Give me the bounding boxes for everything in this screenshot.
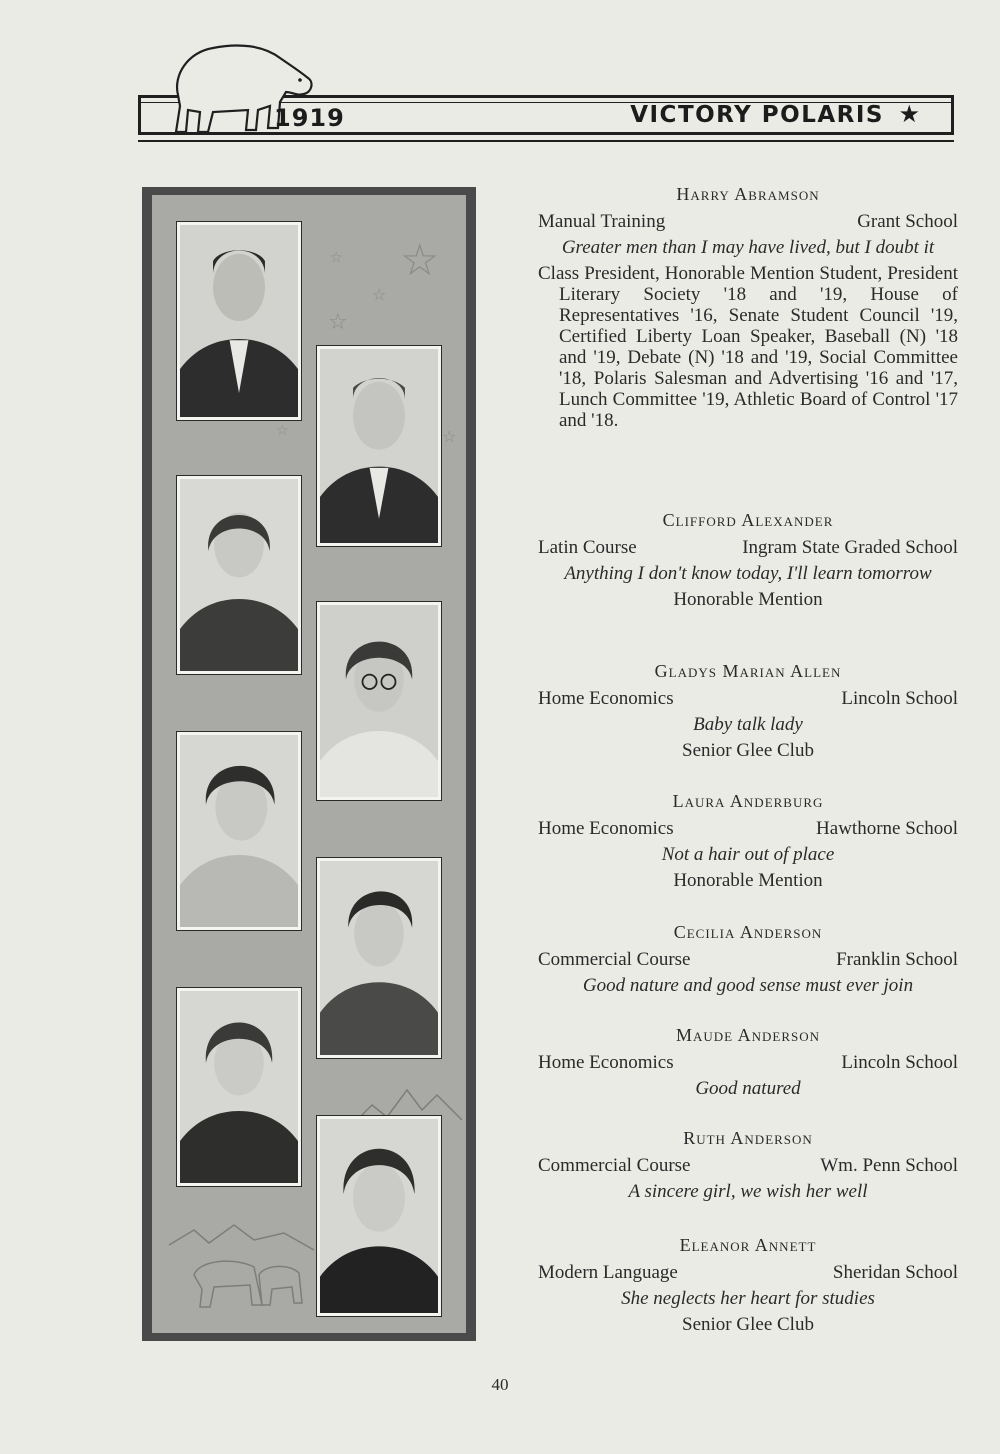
portrait-photo [316, 1115, 442, 1317]
course-school-row [538, 1262, 958, 1283]
school: Grant School [857, 211, 958, 232]
portrait-photo [316, 601, 442, 801]
student-entry [538, 791, 958, 891]
course: Home Economics [538, 818, 674, 839]
honors: Honorable Mention [673, 870, 823, 891]
course-school-row [538, 537, 958, 558]
quote: Good natured [695, 1078, 801, 1099]
quote: Not a hair out of place [661, 844, 835, 865]
course-school-row [538, 818, 958, 839]
quote: She neglects her heart for studies [621, 1288, 875, 1309]
quote: Good nature and good sense must ever join [582, 975, 914, 996]
quote: A sincere girl, we wish her well [628, 1181, 868, 1202]
star-icon: ☆ [442, 427, 457, 446]
school: Hawthorne School [816, 818, 958, 839]
honors: Honorable Mention [673, 589, 823, 610]
school: Lincoln School [841, 688, 958, 709]
student-entry [538, 1128, 958, 1207]
header-rule [138, 140, 954, 142]
course-school-row [538, 1155, 958, 1176]
course: Manual Training [538, 211, 666, 232]
page-number: 40 [491, 1375, 509, 1394]
student-name: Gladys Marian Allen [654, 661, 842, 681]
portrait-photo [176, 987, 302, 1187]
star-icon: ★ [898, 100, 920, 128]
course: Commercial Course [538, 949, 691, 970]
student-name: Cecilia Anderson [673, 922, 823, 942]
bear-sketch-icon [164, 1205, 324, 1325]
portrait-photo [176, 731, 302, 931]
student-name: Eleanor Annett [679, 1235, 817, 1255]
quote: Anything I don't know today, I'll learn tomorrow [564, 563, 932, 584]
student-name: Maude Anderson [675, 1025, 820, 1045]
course-school-row [538, 211, 958, 232]
school: Franklin School [836, 949, 958, 970]
portrait-photo [176, 475, 302, 675]
page-header [138, 40, 954, 150]
honors: Senior Glee Club [682, 1314, 814, 1335]
student-entry [538, 922, 958, 1001]
header-year: 1919 [274, 104, 345, 132]
portrait-photo [316, 345, 442, 547]
star-icon: ☆ [372, 285, 387, 304]
course-school-row [538, 1052, 958, 1073]
school: Lincoln School [841, 1052, 958, 1073]
student-entry [538, 184, 958, 431]
course: Modern Language [538, 1262, 678, 1283]
course: Home Economics [538, 1052, 674, 1073]
school: Wm. Penn School [820, 1155, 958, 1176]
school: Ingram State Graded School [742, 537, 958, 558]
course-school-row [538, 688, 958, 709]
star-icon: ☆ [330, 250, 343, 266]
quote: Baby talk lady [693, 714, 803, 735]
portrait-photo [176, 221, 302, 421]
star-icon: ☆ [328, 310, 348, 335]
honors: Class President, Honorable Mention Student, President Literary Society '18 and '19, House of Representatives '16, Senate Student Council '19, Certified Liberty Loan Speaker, Baseball (N) '18 and '19, Debate (N) '18 and '19, Social Committee '18, Polaris Salesman and Advertising '16 and '17, Lunch Committee '19, Athletic Board of Control '17 and '18. [538, 263, 958, 431]
course: Home Economics [538, 688, 674, 709]
quote: Greater men than I may have lived, but I doubt it [561, 237, 935, 258]
student-name: Clifford Alexander [662, 510, 834, 530]
student-entry [538, 1235, 958, 1335]
header-tick [138, 95, 141, 135]
course: Latin Course [538, 537, 637, 558]
course-school-row [538, 949, 958, 970]
student-entry [538, 510, 958, 610]
student-name: Laura Anderburg [672, 791, 824, 811]
student-entry [538, 1025, 958, 1104]
header-title: VICTORY POLARIS [630, 102, 884, 128]
star-icon: ☆ [276, 423, 289, 439]
header-tick [951, 95, 954, 135]
course: Commercial Course [538, 1155, 691, 1176]
student-name: Harry Abramson [676, 184, 820, 204]
student-name: Ruth Anderson [683, 1128, 813, 1148]
star-icon: ☆ [400, 235, 440, 286]
photo-panel [142, 187, 476, 1341]
portrait-photo [316, 857, 442, 1059]
school: Sheridan School [832, 1262, 958, 1283]
honors: Senior Glee Club [682, 740, 814, 761]
student-entry [538, 661, 958, 761]
